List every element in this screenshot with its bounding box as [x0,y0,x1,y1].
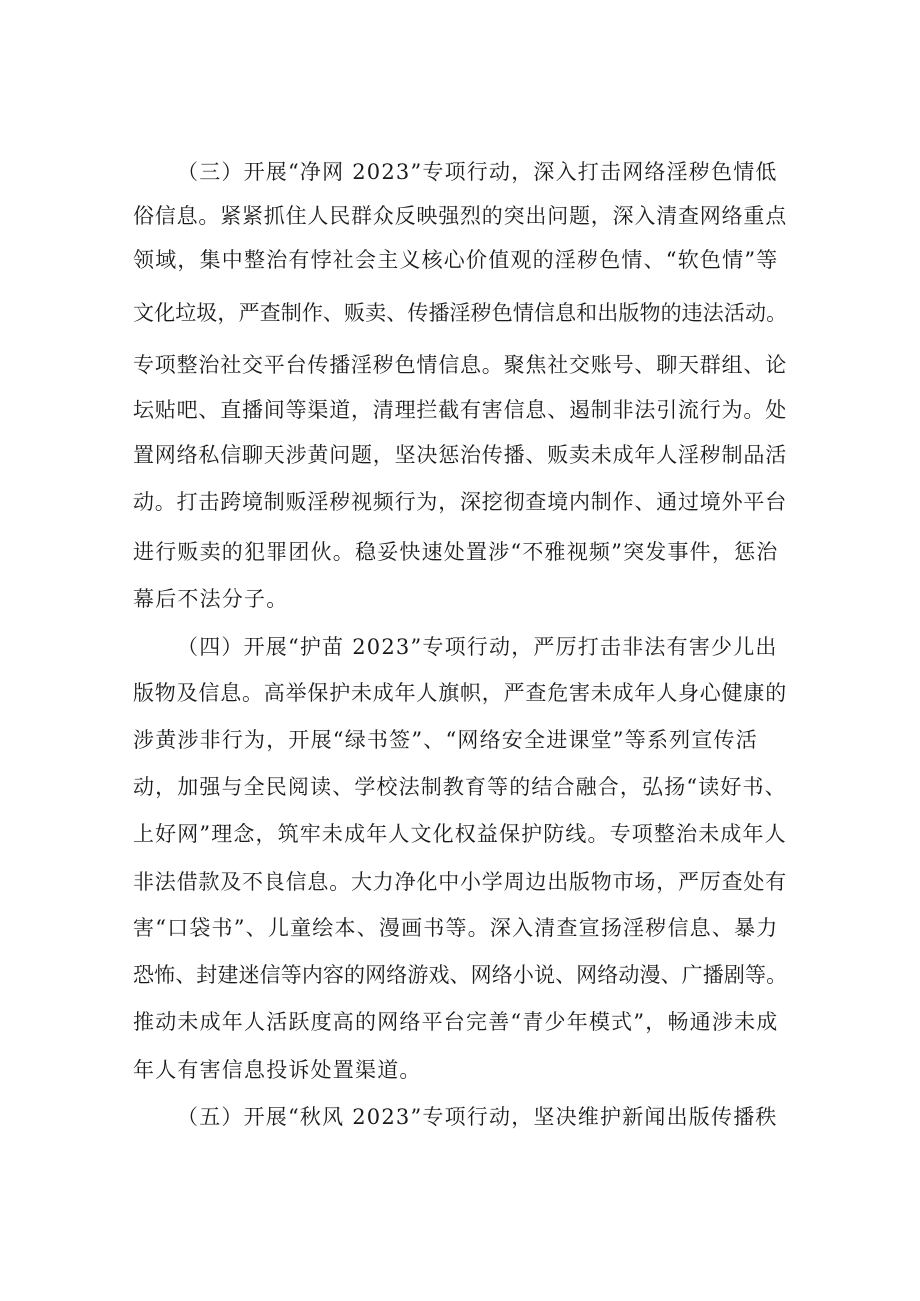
text-line: 文化垃圾，严查制作、贩卖、传播淫秽色情信息和出版物的违法活动。 [133,301,788,325]
text-line: （五）开展“秋风 2023”专项行动，坚决维护新闻出版传播秩 [177,1105,778,1129]
text-line: 幕后不法分子。 [133,587,289,611]
text-line: 版物及信息。高举保护未成年人旗帜，严查危害未成年人身心健康的 [133,681,787,705]
text-line: 动。打击跨境制贩淫秽视频行为，深挖彻查境内制作、通过境外平台 [133,490,787,514]
text-line: 推动未成年人活跃度高的网络平台完善“青少年模式”，畅通涉未成 [133,1010,779,1034]
text-line: 涉黄涉非行为，开展“绿书签”、“网络安全进课堂”等系列宣传活 [133,728,758,752]
text-line: 领域，集中整治有悖社会主义核心价值观的淫秽色情、“软色情”等 [133,248,779,272]
text-line: 恐怖、封建迷信等内容的网络游戏、网络小说、网络动漫、广播剧等。 [133,963,788,987]
text-line: 专项整治社交平台传播淫秽色情信息。聚焦社交账号、聊天群组、论 [133,353,787,377]
text-line: 害“口袋书”、儿童绘本、漫画书等。深入清查宣扬淫秽信息、暴力 [133,916,779,940]
text-line: （三）开展“净网 2023”专项行动，深入打击网络淫秽色情低 [177,160,778,184]
text-line: 上好网”理念，筑牢未成年人文化权益保护防线。专项整治未成年人 [133,822,787,846]
text-line: 俗信息。紧紧抓住人民群众反映强烈的突出问题，深入清查网络重点 [133,204,787,228]
text-line: 年人有害信息投诉处置渠道。 [133,1058,422,1082]
text-line: （四）开展“护苗 2023”专项行动，严厉打击非法有害少儿出 [177,635,778,659]
text-line: 坛贴吧、直播间等渠道，清理拦截有害信息、遏制非法引流行为。处 [133,398,787,422]
text-line: 动，加强与全民阅读、学校法制教育等的结合融合，弘扬“读好书、 [133,775,787,799]
text-line: 置网络私信聊天涉黄问题，坚决惩治传播、贩卖未成年人淫秽制品活 [133,443,787,467]
text-line: 非法借款及不良信息。大力净化中小学周边出版物市场，严厉查处有 [133,870,787,894]
text-line: 进行贩卖的犯罪团伙。稳妥快速处置涉“不雅视频”突发事件，惩治 [133,540,779,564]
